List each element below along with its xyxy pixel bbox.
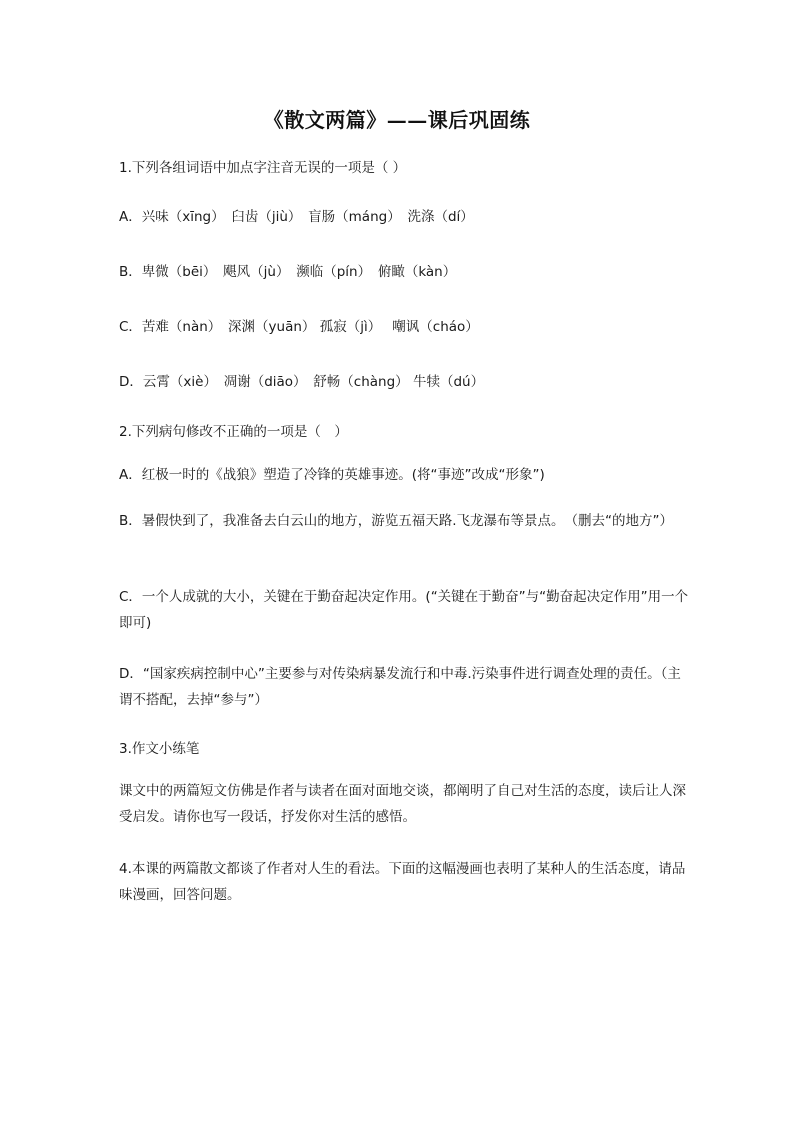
question-3-stem: 3.作文小练笔: [119, 741, 200, 757]
page-title: 《散文两篇》——课后巩固练: [263, 108, 531, 132]
question-3-body: 课文中的两篇短文仿佛是作者与读者在面对面地交谈，都阐明了自己对生活的态度，读后让人深受启发。请你也写一段话，抒发你对生活的感悟。: [119, 783, 686, 825]
question-1-option-c: C．苦难（nàn） 深渊（yuān） 孤寂（jì） 嘲讽（cháo）: [119, 319, 479, 335]
question-2-option-b: B．暑假快到了，我准备去白云山的地方，游览五福天路.飞龙瀑布等景点。 （删去“的地方”）: [119, 513, 674, 529]
question-2-option-d: D．“国家疾病控制中心”主要参与对传染病暴发流行和中毒.污染事件进行调查处理的责任。（主谓不搭配，去掉“参与”）: [119, 666, 681, 708]
question-1-option-b: B．卑微（bēi） 飓风（jù） 濒临（pín） 俯瞰（kàn）: [119, 264, 457, 280]
question-1-stem: 1.下列各组词语中加点字注音无误的一项是（ ）: [119, 160, 407, 176]
question-2-stem: 2.下列病句修改不正确的一项是（ ）: [119, 424, 348, 440]
question-2-option-c: C．一个人成就的大小，关键在于勤奋起决定作用。(“关键在于勤奋”与“勤奋起决定作用”用一个即可): [119, 589, 689, 631]
question-1-option-a: A．兴味（xīng） 臼齿（jiù） 盲肠（máng） 洗涤（dí）: [119, 209, 474, 225]
question-4-stem: 4.本课的两篇散文都谈了作者对人生的看法。下面的这幅漫画也表明了某种人的生活态度，请品味漫画，回答问题。: [119, 861, 686, 903]
question-2-option-a: A．红极一时的《战狼》塑造了冷锋的英雄事迹。(将“事迹”改成“形象”): [119, 467, 545, 483]
question-1-option-d: D．云霄（xiè） 凋谢（diāo） 舒畅（chàng） 牛犊（dú）: [119, 374, 485, 390]
